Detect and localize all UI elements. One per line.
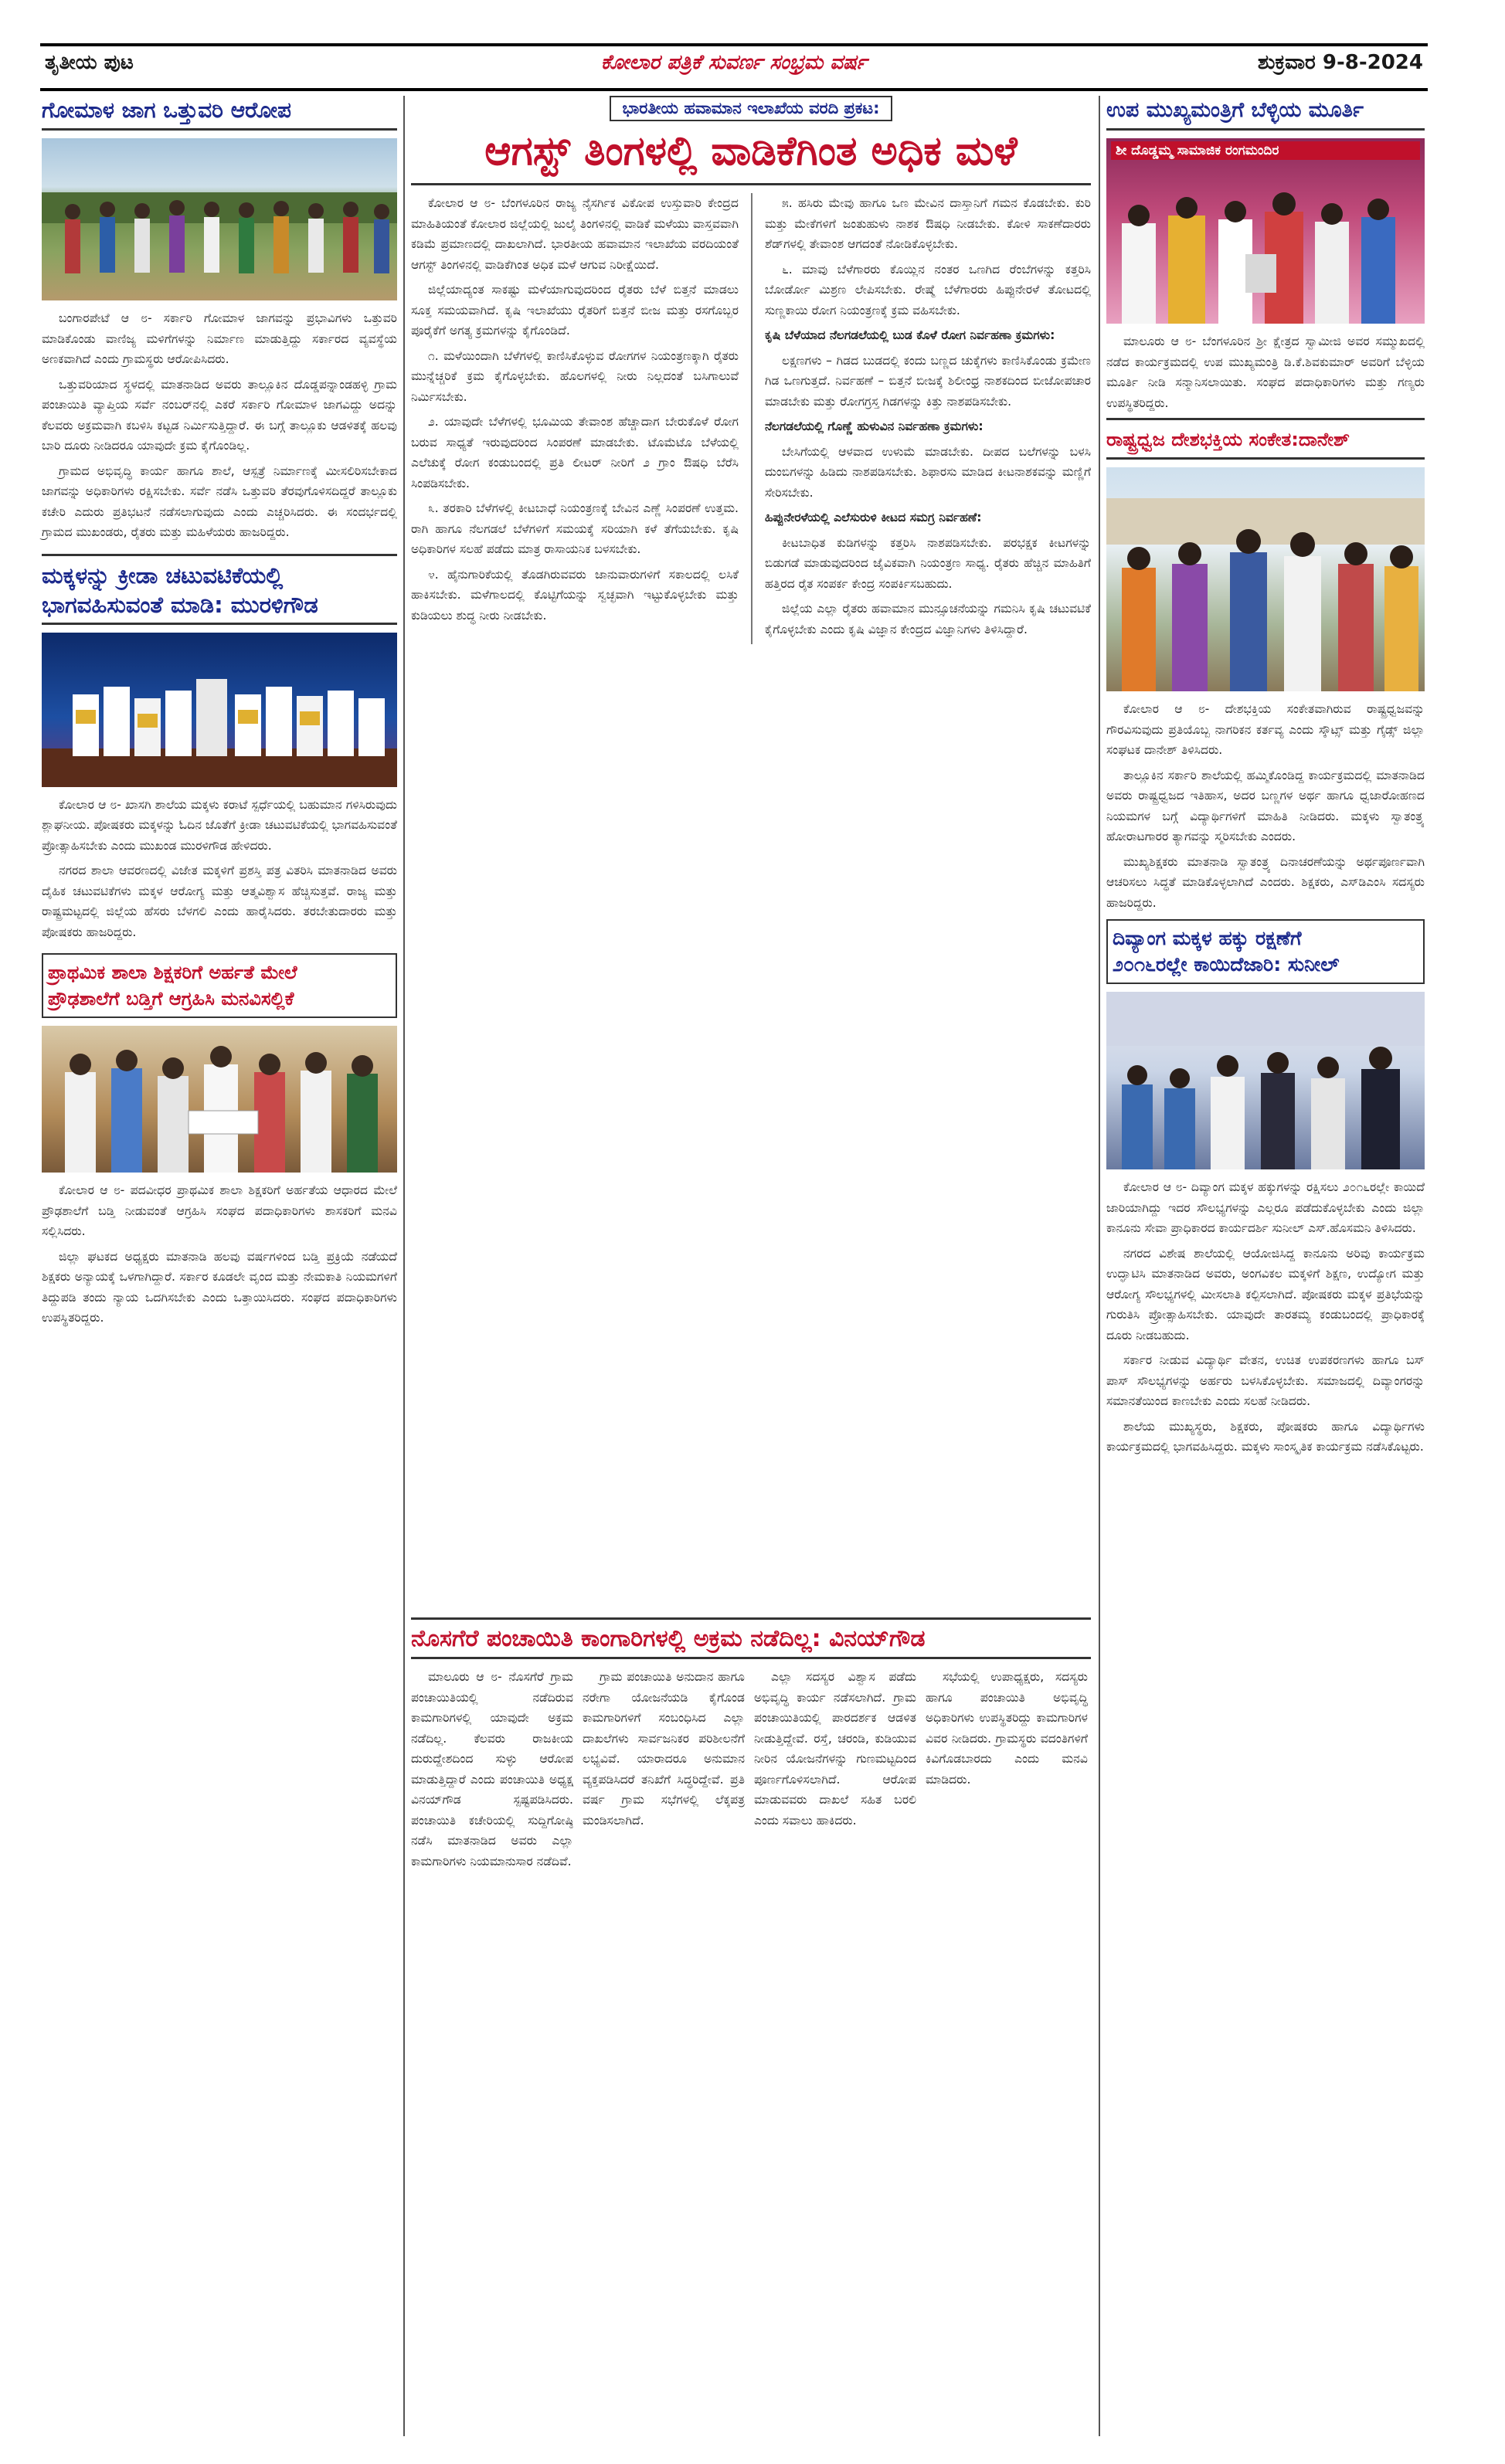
paragraph: ಶಾಲೆಯ ಮುಖ್ಯಸ್ಥರು, ಶಿಕ್ಷಕರು, ಪೋಷಕರು ಹಾಗೂ ವಿದ್ಯಾರ್ಥಿಗಳು ಕಾರ್ಯಕ್ರಮದಲ್ಲಿ ಭಾಗವಹಿಸಿದ್ದರು. ಮಕ್ಕಳು ಸಾಂಸ್ಕೃತಿಕ ಕಾರ್ಯಕ್ರಮ ನಡೆಸಿಕೊಟ್ಟರು.: [1106, 1419, 1425, 1454]
kicker-wrap: [411, 96, 1091, 121]
paragraph: ಜಿಲ್ಲೆಯ ಎಲ್ಲಾ ರೈತರು ಹವಾಮಾನ ಮುನ್ಸೂಚನೆಯನ್ನು ಗಮನಿಸಿ ಕೃಷಿ ಚಟುವಟಿಕೆ ಕೈಗೊಳ್ಳಬೇಕು ಎಂದು ಕೃಷಿ ವಿಜ್ಞಾನ ಕೇಂದ್ರದ ವಿಜ್ಞಾನಿಗಳು ತಿಳಿಸಿದ್ದಾರೆ.: [764, 602, 1091, 636]
second-article: [411, 1617, 1091, 1876]
paragraph: ಕೋಲಾರ ಆ ೮- ಪದವೀಧರ ಪ್ರಾಥಮಿಕ ಶಾಲಾ ಶಿಕ್ಷಕರಿಗೆ ಅರ್ಹತೆಯ ಆಧಾರದ ಮೇಲೆ ಪ್ರೌಢಶಾಲೆಗೆ ಬಡ್ತಿ ನೀಡುವಂತೆ ಆಗ್ರಹಿಸಿ ಸಂಘದ ಪದಾಧಿಕಾರಿಗಳು ಶಾಸಕರಿಗೆ ಮನವಿ ಸಲ್ಲಿಸಿದರು.: [42, 1183, 397, 1238]
article-body: [926, 1667, 1088, 1876]
issue-date: ಶುಕ್ರವಾರ 9-8-2024: [1257, 51, 1423, 74]
lead-headline: ಆಗಸ್ಟ್ ತಿಂಗಳಲ್ಲಿ ವಾಡಿಕೆಗಿಂತ ಅಧಿಕ ಮಳೆ: [411, 124, 1091, 185]
article-body: [1106, 699, 1425, 913]
article-body: [583, 1667, 745, 1876]
article-headline: ಪ್ರಾಥಮಿಕ ಶಾಲಾ ಶಿಕ್ಷಕರಿಗೆ ಅರ್ಹತೆ ಮೇಲೆ: [48, 962, 297, 983]
column-divider: [751, 193, 752, 644]
paragraph: ಲಕ್ಷಣಗಳು – ಗಿಡದ ಬುಡದಲ್ಲಿ ಕಂದು ಬಣ್ಣದ ಚುಕ್ಕೆಗಳು ಕಾಣಿಸಿಕೊಂಡು ಕ್ರಮೇಣ ಗಿಡ ಒಣಗುತ್ತದೆ. ನಿರ್ವಹಣೆ – ಬಿತ್ತನೆ ಬೀಜಕ್ಕೆ ಶಿಲೀಂಧ್ರ ನಾಶಕದಿಂದ ಬೀಜೋಪಚಾರ ಮಾಡಬೇಕು ಮತ್ತು ರೋಗಗ್ರಸ್ತ ಗಿಡಗಳನ್ನು ಕಿತ್ತು ನಾಶಪಡಿಸಬೇಕು.: [764, 353, 1091, 409]
paragraph: ಮಾಲೂರು ಆ ೮- ನೊಸಗೆರೆ ಗ್ರಾಮ ಪಂಚಾಯಿತಿಯಲ್ಲಿ ನಡೆದಿರುವ ಕಾಮಗಾರಿಗಳಲ್ಲಿ ಯಾವುದೇ ಅಕ್ರಮ ನಡೆದಿಲ್ಲ. ಕೆಲವರು ರಾಜಕೀಯ ದುರುದ್ದೇಶದಿಂದ ಸುಳ್ಳು ಆರೋಪ ಮಾಡುತ್ತಿದ್ದಾರೆ ಎಂದು ಪಂಚಾಯಿತಿ ಅಧ್ಯಕ್ಷ ವಿನಯ್‌ಗೌಡ ಸ್ಪಷ್ಟಪಡಿಸಿದರು. ಪಂಚಾಯಿತಿ ಕಚೇರಿಯಲ್ಲಿ ಸುದ್ದಿಗೋಷ್ಠಿ ನಡೆಸಿ ಮಾತನಾಡಿದ ಅವರು ಎಲ್ಲಾ ಕಾಮಗಾರಿಗಳು ನಿಯಮಾನುಸಾರ ನಡೆದಿವೆ.: [411, 1670, 573, 1868]
paragraph: ೨. ಯಾವುದೇ ಬೆಳೆಗಳಲ್ಲಿ ಭೂಮಿಯ ತೇವಾಂಶ ಹೆಚ್ಚಾದಾಗ ಬೇರುಕೊಳೆ ರೋಗ ಬರುವ ಸಾಧ್ಯತೆ ಇರುವುದರಿಂದ ಸಿಂಪರಣೆ ಮಾಡಬೇಕು. ಟೊಮೆಟೊ ಬೆಳೆಯಲ್ಲಿ ಎಲೆಚುಕ್ಕೆ ರೋಗ ಕಂಡುಬಂದಲ್ಲಿ ಪ್ರತಿ ಲೀಟರ್ ನೀರಿಗೆ ೨ ಗ್ರಾಂ ಔಷಧಿ ಬೆರೆಸಿ ಸಿಂಪಡಿಸಬೇಕು.: [411, 415, 739, 490]
article-headline: ಮಕ್ಕಳನ್ನು ಕ್ರೀಡಾ ಚಟುವಟಿಕೆಯಲ್ಲಿ ಭಾಗವಹಿಸುವಂತೆ ಮಾಡಿ: ಮುರಳಿಗೌಡ: [42, 554, 397, 625]
article-headline: ಪ್ರೌಢಶಾಲೆಗೆ ಬಡ್ತಿಗೆ ಆಗ್ರಹಿಸಿ ಮನವಿಸಲ್ಲಿಕೆ: [48, 988, 294, 1010]
paragraph: ಕೀಟಬಾಧಿತ ಕುಡಿಗಳನ್ನು ಕತ್ತರಿಸಿ ನಾಶಪಡಿಸಬೇಕು. ಪರಭಕ್ಷಕ ಕೀಟಗಳನ್ನು ಬಿಡುಗಡೆ ಮಾಡುವುದರಿಂದ ಜೈವಿಕವಾಗಿ ನಿಯಂತ್ರಣ ಸಾಧ್ಯ. ರೈತರು ಹೆಚ್ಚಿನ ಮಾಹಿತಿಗೆ ಹತ್ತಿರದ ರೈತ ಸಂಪರ್ಕ ಕೇಂದ್ರ ಸಂಪರ್ಕಿಸಬಹುದು.: [764, 535, 1091, 591]
paragraph: ೩. ತರಕಾರಿ ಬೆಳೆಗಳಲ್ಲಿ ಕೀಟಬಾಧೆ ನಿಯಂತ್ರಣಕ್ಕೆ ಬೇವಿನ ಎಣ್ಣೆ ಸಿಂಪರಣೆ ಉತ್ತಮ. ರಾಗಿ ಹಾಗೂ ನೆಲಗಡಲೆ ಬೆಳೆಗಳಿಗೆ ಸಮಯಕ್ಕೆ ಸರಿಯಾಗಿ ಕಳೆ ತೆಗೆಯಬೇಕು. ಕೃಷಿ ಅಧಿಕಾರಿಗಳ ಸಲಹೆ ಪಡೆದು ಮಾತ್ರ ರಾಸಾಯನಿಕ ಬಳಸಬೇಕು.: [411, 501, 739, 556]
subheading: ಹಿಪ್ಪುನೇರಳೆಯಲ್ಲಿ ಎಲೆಸುರುಳಿ ಕೀಟದ ಸಮಗ್ರ ನಿರ್ವಹಣೆ:: [764, 511, 982, 524]
memorandum-submission-image: [42, 1026, 397, 1173]
article-body: [42, 795, 397, 943]
legal-awareness-image: [1106, 992, 1425, 1169]
article-photo: [42, 1026, 397, 1173]
article-body: [1106, 331, 1425, 413]
article-body: [42, 1180, 397, 1329]
article-headline: ದಿವ್ಯಾಂಗ ಮಕ್ಕಳ ಹಕ್ಕು ರಕ್ಷಣೆಗೆ: [1113, 927, 1302, 949]
paragraph: ಜಿಲ್ಲಾ ಘಟಕದ ಅಧ್ಯಕ್ಷರು ಮಾತನಾಡಿ ಹಲವು ವರ್ಷಗಳಿಂದ ಬಡ್ತಿ ಪ್ರಕ್ರಿಯೆ ನಡೆಯದೆ ಶಿಕ್ಷಕರು ಅನ್ಯಾಯಕ್ಕೆ ಒಳಗಾಗಿದ್ದಾರೆ. ಸರ್ಕಾರ ಕೂಡಲೇ ವೃಂದ ಮತ್ತು ನೇಮಕಾತಿ ನಿಯಮಗಳಿಗೆ ತಿದ್ದುಪಡಿ ತಂದು ನ್ಯಾಯ ಒದಗಿಸಬೇಕು ಎಂದು ಒತ್ತಾಯಿಸಿದರು. ಸಂಘದ ಪದಾಧಿಕಾರಿಗಳು ಉಪಸ್ಥಿತರಿದ್ದರು.: [42, 1249, 397, 1325]
subheading: ನೆಲಗಡಲೆಯಲ್ಲಿ ಗೊಣ್ಣೆ ಹುಳುವಿನ ನಿರ್ವಹಣಾ ಕ್ರಮಗಳು:: [764, 419, 984, 433]
paragraph: ೬. ಮಾವು ಬೆಳೆಗಾರರು ಕೊಯ್ಲಿನ ನಂತರ ಒಣಗಿದ ರೆಂಬೆಗಳನ್ನು ಕತ್ತರಿಸಿ ಬೋರ್ಡೋ ಮಿಶ್ರಣ ಲೇಪಿಸಬೇಕು. ರೇಷ್ಮೆ ಬೆಳೆಗಾರರು ಹಿಪ್ಪುನೇರಳೆ ತೋಟದಲ್ಲಿ ಸುಣ್ಣಕಾಯಿ ರೋಗ ನಿಯಂತ್ರಣಕ್ಕೆ ಕ್ರಮ ವಹಿಸಬೇಕು.: [764, 262, 1091, 317]
article-columns: [411, 1667, 1091, 1876]
article-headline: ರಾಷ್ಟ್ರಧ್ವಜ ದೇಶಭಕ್ತಿಯ ಸಂಕೇತ:ದಾನೇಶ್: [1106, 418, 1425, 460]
article-headline: ಗೋಮಾಳ ಜಾಗ ಒತ್ತುವರಿ ಆರೋಪ: [42, 96, 397, 131]
paragraph: ಗ್ರಾಮ ಪಂಚಾಯಿತಿ ಅನುದಾನ ಹಾಗೂ ನರೇಗಾ ಯೋಜನೆಯಡಿ ಕೈಗೊಂಡ ಕಾಮಗಾರಿಗಳಿಗೆ ಸಂಬಂಧಿಸಿದ ಎಲ್ಲಾ ದಾಖಲೆಗಳು ಸಾರ್ವಜನಿಕರ ಪರಿಶೀಲನೆಗೆ ಲಭ್ಯವಿವೆ. ಯಾರಾದರೂ ಅನುಮಾನ ವ್ಯಕ್ತಪಡಿಸಿದರೆ ತನಿಖೆಗೆ ಸಿದ್ಧರಿದ್ದೇವೆ. ಪ್ರತಿ ವರ್ಷ ಗ್ರಾಮ ಸಭೆಗಳಲ್ಲಿ ಲೆಕ್ಕಪತ್ರ ಮಂಡಿಸಲಾಗಿದೆ.: [583, 1670, 745, 1828]
article-headline: ೨೦೧೬ರಲ್ಲೇ ಕಾಯಿದೆಜಾರಿ: ಸುನೀಲ್: [1113, 953, 1340, 976]
felicitation-image: [1106, 138, 1425, 324]
group-photo-image: [42, 138, 397, 300]
flag-awareness-image: [1106, 467, 1425, 691]
article-body: [754, 1667, 916, 1876]
column-right: [1106, 96, 1425, 1462]
award-ceremony-image: [42, 633, 397, 787]
column-divider: [403, 96, 405, 2436]
paragraph: ಜಿಲ್ಲೆಯಾದ್ಯಂತ ಸಾಕಷ್ಟು ಮಳೆಯಾಗುವುದರಿಂದ ರೈತರು ಬೆಳೆ ಬಿತ್ತನೆ ಮಾಡಲು ಸೂಕ್ತ ಸಮಯವಾಗಿದೆ. ಕೃಷಿ ಇಲಾಖೆಯು ರೈತರಿಗೆ ಬಿತ್ತನೆ ಬೀಜ ಮತ್ತು ರಸಗೊಬ್ಬರ ಪೂರೈಕೆಗೆ ಅಗತ್ಯ ಕ್ರಮಗಳನ್ನು ಕೈಗೊಂಡಿದೆ.: [411, 283, 739, 338]
paragraph: ಗ್ರಾಮದ ಅಭಿವೃದ್ಧಿ ಕಾರ್ಯ ಹಾಗೂ ಶಾಲೆ, ಆಸ್ಪತ್ರೆ ನಿರ್ಮಾಣಕ್ಕೆ ಮೀಸಲಿರಿಸಬೇಕಾದ ಜಾಗವನ್ನು ಅಧಿಕಾರಿಗಳು ರಕ್ಷಿಸಬೇಕು. ಸರ್ವೆ ನಡೆಸಿ ಒತ್ತುವರಿ ತೆರವುಗೊಳಿಸದಿದ್ದರೆ ತಾಲ್ಲೂಕು ಕಚೇರಿ ಎದುರು ಪ್ರತಿಭಟನೆ ನಡೆಸಲಾಗುವುದು ಎಂದು ಎಚ್ಚರಿಸಿದರು. ಈ ಸಂದರ್ಭದಲ್ಲಿ ಗ್ರಾಮದ ಮುಖಂಡರು, ರೈತರು ಮತ್ತು ಮಹಿಳೆಯರು ಹಾಜರಿದ್ದರು.: [42, 463, 397, 539]
paragraph: ನಗರದ ಶಾಲಾ ಆವರಣದಲ್ಲಿ ವಿಜೇತ ಮಕ್ಕಳಿಗೆ ಪ್ರಶಸ್ತಿ ಪತ್ರ ವಿತರಿಸಿ ಮಾತನಾಡಿದ ಅವರು ದೈಹಿಕ ಚಟುವಟಿಕೆಗಳು ಮಕ್ಕಳ ಆರೋಗ್ಯ ಮತ್ತು ಆತ್ಮವಿಶ್ವಾಸ ಹೆಚ್ಚಿಸುತ್ತವೆ. ರಾಜ್ಯ ಮತ್ತು ರಾಷ್ಟ್ರಮಟ್ಟದಲ್ಲಿ ಜಿಲ್ಲೆಯ ಹೆಸರು ಬೆಳಗಲಿ ಎಂದು ಹಾರೈಸಿದರು. ತರಬೇತುದಾರರು ಮತ್ತು ಪೋಷಕರು ಹಾಜರಿದ್ದರು.: [42, 864, 397, 939]
article-body: [1106, 1177, 1425, 1458]
paragraph: ಕೋಲಾರ ಆ ೮- ದೇಶಭಕ್ತಿಯ ಸಂಕೇತವಾಗಿರುವ ರಾಷ್ಟ್ರಧ್ವಜವನ್ನು ಗೌರವಿಸುವುದು ಪ್ರತಿಯೊಬ್ಬ ನಾಗರಿಕನ ಕರ್ತವ್ಯ ಎಂದು ಸ್ಕೌಟ್ಸ್ ಮತ್ತು ಗೈಡ್ಸ್ ಜಿಲ್ಲಾ ಸಂಘಟಕ ದಾನೇಶ್ ತಿಳಿಸಿದರು.: [1106, 702, 1425, 757]
article-body: [411, 1667, 573, 1876]
paragraph: ತಾಲ್ಲೂಕಿನ ಸರ್ಕಾರಿ ಶಾಲೆಯಲ್ಲಿ ಹಮ್ಮಿಕೊಂಡಿದ್ದ ಕಾರ್ಯಕ್ರಮದಲ್ಲಿ ಮಾತನಾಡಿದ ಅವರು ರಾಷ್ಟ್ರಧ್ವಜದ ಇತಿಹಾಸ, ಅದರ ಬಣ್ಣಗಳ ಅರ್ಥ ಹಾಗೂ ಧ್ವಜಾರೋಹಣದ ನಿಯಮಗಳ ಬಗ್ಗೆ ವಿದ್ಯಾರ್ಥಿಗಳಿಗೆ ಮಾಹಿತಿ ನೀಡಿದರು. ಮಕ್ಕಳು ಸ್ವಾತಂತ್ರ್ಯ ಹೋರಾಟಗಾರರ ತ್ಯಾಗವನ್ನು ಸ್ಮರಿಸಬೇಕು ಎಂದರು.: [1106, 768, 1425, 843]
paragraph: ಕೋಲಾರ ಆ ೮- ದಿವ್ಯಾಂಗ ಮಕ್ಕಳ ಹಕ್ಕುಗಳನ್ನು ರಕ್ಷಿಸಲು ೨೦೧೬ರಲ್ಲೇ ಕಾಯಿದೆ ಜಾರಿಯಾಗಿದ್ದು ಇದರ ಸೌಲಭ್ಯಗಳನ್ನು ಎಲ್ಲರೂ ಪಡೆದುಕೊಳ್ಳಬೇಕು ಎಂದು ಜಿಲ್ಲಾ ಕಾನೂನು ಸೇವಾ ಪ್ರಾಧಿಕಾರದ ಕಾರ್ಯದರ್ಶಿ ಸುನೀಲ್ ಎಸ್.ಹೊಸಮನಿ ತಿಳಿಸಿದರು.: [1106, 1180, 1425, 1235]
article-headline: ಉಪ ಮುಖ್ಯಮಂತ್ರಿಗೆ ಬೆಳ್ಳಿಯ ಮೂರ್ತಿ: [1106, 96, 1425, 131]
paragraph: ೧. ಮಳೆಯಿಂದಾಗಿ ಬೆಳೆಗಳಲ್ಲಿ ಕಾಣಿಸಿಕೊಳ್ಳುವ ರೋಗಗಳ ನಿಯಂತ್ರಣಕ್ಕಾಗಿ ರೈತರು ಮುನ್ನೆಚ್ಚರಿಕೆ ಕ್ರಮ ಕೈಗೊಳ್ಳಬೇಕು. ಹೊಲಗಳಲ್ಲಿ ನೀರು ನಿಲ್ಲದಂತೆ ಬಸಿಗಾಲುವೆ ನಿರ್ಮಿಸಬೇಕು.: [411, 348, 739, 404]
paragraph: ಮುಖ್ಯಶಿಕ್ಷಕರು ಮಾತನಾಡಿ ಸ್ವಾತಂತ್ರ್ಯ ದಿನಾಚರಣೆಯನ್ನು ಅರ್ಥಪೂರ್ಣವಾಗಿ ಆಚರಿಸಲು ಸಿದ್ಧತೆ ಮಾಡಿಕೊಳ್ಳಲಾಗಿದೆ ಎಂದರು. ಶಿಕ್ಷಕರು, ಎಸ್‌ಡಿಎಂಸಿ ಸದಸ್ಯರು ಹಾಜರಿದ್ದರು.: [1106, 854, 1425, 910]
article-photo: [1106, 992, 1425, 1169]
column-divider: [1099, 96, 1100, 2436]
article-headline-box: [42, 953, 397, 1018]
article-body: [411, 193, 739, 644]
column-left: [42, 96, 397, 1333]
paragraph: ಬಂಗಾರಪೇಟೆ ಆ ೮- ಸರ್ಕಾರಿ ಗೋಮಾಳ ಜಾಗವನ್ನು ಪ್ರಭಾವಿಗಳು ಒತ್ತುವರಿ ಮಾಡಿಕೊಂಡು ವಾಣಿಜ್ಯ ಮಳಿಗೆಗಳನ್ನು ನಿರ್ಮಾಣ ಮಾಡುತ್ತಿದ್ದು ಸರ್ಕಾರದ ವ್ಯವಸ್ಥೆಯ ಅಣಕವಾಗಿದೆ ಎಂದು ಗ್ರಾಮಸ್ಥರು ಆರೋಪಿಸಿದರು.: [42, 311, 397, 366]
masthead-title: ಕೋಲಾರ ಪತ್ರಿಕೆ ಸುವರ್ಣ ಸಂಭ್ರಮ ವರ್ಷ: [600, 51, 868, 74]
article-photo: [1106, 467, 1425, 691]
paragraph: ೪. ಹೈನುಗಾರಿಕೆಯಲ್ಲಿ ತೊಡಗಿರುವವರು ಜಾನುವಾರುಗಳಿಗೆ ಸಕಾಲದಲ್ಲಿ ಲಸಿಕೆ ಹಾಕಿಸಬೇಕು. ಮಳೆಗಾಲದಲ್ಲಿ ಕೊಟ್ಟಿಗೆಯನ್ನು ಸ್ವಚ್ಛವಾಗಿ ಇಟ್ಟುಕೊಳ್ಳಬೇಕು ಮತ್ತು ಕುಡಿಯಲು ಶುದ್ಧ ನೀರು ನೀಡಬೇಕು.: [411, 567, 739, 623]
paragraph: ಸಭೆಯಲ್ಲಿ ಉಪಾಧ್ಯಕ್ಷರು, ಸದಸ್ಯರು ಹಾಗೂ ಪಂಚಾಯಿತಿ ಅಭಿವೃದ್ಧಿ ಅಧಿಕಾರಿಗಳು ಉಪಸ್ಥಿತರಿದ್ದು ಕಾಮಗಾರಿಗಳ ವಿವರ ನೀಡಿದರು. ಗ್ರಾಮಸ್ಥರು ವದಂತಿಗಳಿಗೆ ಕಿವಿಗೊಡಬಾರದು ಎಂದು ಮನವಿ ಮಾಡಿದರು.: [926, 1670, 1088, 1787]
article-photo: [1106, 138, 1425, 324]
lead-article-columns: [411, 193, 1091, 644]
article-photo: [42, 138, 397, 300]
article-headline: ನೊಸಗೆರೆ ಪಂಚಾಯಿತಿ ಕಾಂಗಾರಿಗಳಲ್ಲಿ ಅಕ್ರಮ ನಡೆದಿಲ್ಲ: ವಿನಯ್‌ಗೌಡ: [411, 1617, 1091, 1659]
subheading: ಕೃಷಿ ಬೆಳೆಯಾದ ನೆಲಗಡಲೆಯಲ್ಲಿ ಬುಡ ಕೊಳೆ ರೋಗ ನಿರ್ವಹಣಾ ಕ್ರಮಗಳು:: [764, 328, 1055, 342]
page-header-bar: [40, 43, 1428, 91]
page-label: ತೃತೀಯ ಪುಟ: [45, 51, 134, 74]
paragraph: ೫. ಹಸಿರು ಮೇವು ಹಾಗೂ ಒಣ ಮೇವಿನ ದಾಸ್ತಾನಿಗೆ ಗಮನ ಕೊಡಬೇಕು. ಕುರಿ ಮತ್ತು ಮೇಕೆಗಳಿಗೆ ಜಂತುಹುಳು ನಾಶಕ ಔಷಧಿ ನೀಡಬೇಕು. ಕೋಳಿ ಸಾಕಣೆದಾರರು ಶೆಡ್‌ಗಳಲ್ಲಿ ತೇವಾಂಶ ಆಗದಂತೆ ನೋಡಿಕೊಳ್ಳಬೇಕು.: [764, 196, 1091, 251]
paragraph: ಎಲ್ಲಾ ಸದಸ್ಯರ ವಿಶ್ವಾಸ ಪಡೆದು ಅಭಿವೃದ್ಧಿ ಕಾರ್ಯ ನಡೆಸಲಾಗಿದೆ. ಗ್ರಾಮ ಪಂಚಾಯಿತಿಯಲ್ಲಿ ಪಾರದರ್ಶಕ ಆಡಳಿತ ನೀಡುತ್ತಿದ್ದೇವೆ. ರಸ್ತೆ, ಚರಂಡಿ, ಕುಡಿಯುವ ನೀರಿನ ಯೋಜನೆಗಳನ್ನು ಗುಣಮಟ್ಟದಿಂದ ಪೂರ್ಣಗೊಳಿಸಲಾಗಿದೆ. ಆರೋಪ ಮಾಡುವವರು ದಾಖಲೆ ಸಹಿತ ಬರಲಿ ಎಂದು ಸವಾಲು ಹಾಕಿದರು.: [754, 1670, 916, 1828]
photo-stage-banner: ಶೀ ದೊಡ್ಡಮ್ಮ ಸಾಮಾಜಿಕ ರಂಗಮಂದಿರ: [1111, 141, 1420, 160]
paragraph: ಬೇಸಿಗೆಯಲ್ಲಿ ಆಳವಾದ ಉಳುಮೆ ಮಾಡಬೇಕು. ದೀಪದ ಬಲೆಗಳನ್ನು ಬಳಸಿ ದುಂಬಿಗಳನ್ನು ಹಿಡಿದು ನಾಶಪಡಿಸಬೇಕು. ಶಿಫಾರಸು ಮಾಡಿದ ಕೀಟನಾಶಕವನ್ನು ಮಣ್ಣಿಗೆ ಸೇರಿಸಬೇಕು.: [764, 444, 1091, 500]
article-body: [765, 193, 1091, 644]
paragraph: ಮಾಲೂರು ಆ ೮- ಬೆಂಗಳೂರಿನ ಶ್ರೀ ಕ್ಷೇತ್ರದ ಸ್ವಾಮೀಜಿ ಅವರ ಸಮ್ಮುಖದಲ್ಲಿ ನಡೆದ ಕಾರ್ಯಕ್ರಮದಲ್ಲಿ ಉಪ ಮುಖ್ಯಮಂತ್ರಿ ಡಿ.ಕೆ.ಶಿವಕುಮಾರ್ ಅವರಿಗೆ ಬೆಳ್ಳಿಯ ಮೂರ್ತಿ ನೀಡಿ ಸನ್ಮಾನಿಸಲಾಯಿತು. ಸಂಘದ ಪದಾಧಿಕಾರಿಗಳು ಮತ್ತು ಗಣ್ಯರು ಉಪಸ್ಥಿತರಿದ್ದರು.: [1106, 334, 1425, 410]
article-body: [42, 308, 397, 543]
paragraph: ಕೋಲಾರ ಆ ೮- ಬೆಂಗಳೂರಿನ ರಾಜ್ಯ ನೈಸರ್ಗಿಕ ವಿಕೋಪ ಉಸ್ತುವಾರಿ ಕೇಂದ್ರದ ಮಾಹಿತಿಯಂತೆ ಕೋಲಾರ ಜಿಲ್ಲೆಯಲ್ಲಿ ಜುಲೈ ತಿಂಗಳಿನಲ್ಲಿ ವಾಡಿಕೆ ಮಳೆಯು ವಾಸ್ತವವಾಗಿ ಕಡಿಮೆ ಪ್ರಮಾಣದಲ್ಲಿ ದಾಖಲಾಗಿದೆ. ಭಾರತೀಯ ಹವಾಮಾನ ಇಲಾಖೆಯ ವರದಿಯಂತೆ ಆಗಸ್ಟ್ ತಿಂಗಳಿನಲ್ಲಿ ವಾಡಿಕೆಗಿಂತ ಅಧಿಕ ಮಳೆ ಆಗುವ ನಿರೀಕ್ಷೆಯಿದೆ.: [411, 196, 739, 272]
paragraph: ಒತ್ತುವರಿಯಾದ ಸ್ಥಳದಲ್ಲಿ ಮಾತನಾಡಿದ ಅವರು ತಾಲ್ಲೂಕಿನ ದೊಡ್ಡಪನ್ನಾಂಡಹಳ್ಳಿ ಗ್ರಾಮ ಪಂಚಾಯಿತಿ ವ್ಯಾಪ್ತಿಯ ಸರ್ವೆ ನಂಬರ್‌ನಲ್ಲಿ ಎಕರೆ ಸರ್ಕಾರಿ ಗೋಮಾಳ ಜಾಗವಿದ್ದು ಅದನ್ನು ಕೆಲವರು ಅಕ್ರಮವಾಗಿ ಕಬಳಿಸಿ ಕಟ್ಟಡ ನಿರ್ಮಿಸುತ್ತಿದ್ದಾರೆ. ಈ ಬಗ್ಗೆ ತಾಲ್ಲೂಕು ಆಡಳಿತಕ್ಕೆ ಹಲವು ಬಾರಿ ದೂರು ನೀಡಿದರೂ ಯಾವುದೇ ಕ್ರಮ ಕೈಗೊಂಡಿಲ್ಲ.: [42, 377, 397, 453]
column-center: [411, 96, 1091, 1868]
article-photo: [42, 633, 397, 787]
article-kicker: ಭಾರತೀಯ ಹವಾಮಾನ ಇಲಾಖೆಯ ವರದಿ ಪ್ರಕಟ:: [610, 96, 892, 121]
paragraph: ಕೋಲಾರ ಆ ೮- ಖಾಸಗಿ ಶಾಲೆಯ ಮಕ್ಕಳು ಕರಾಟೆ ಸ್ಪರ್ಧೆಯಲ್ಲಿ ಬಹುಮಾನ ಗಳಿಸಿರುವುದು ಶ್ಲಾಘನೀಯ. ಪೋಷಕರು ಮಕ್ಕಳನ್ನು ಓದಿನ ಜೊತೆಗೆ ಕ್ರೀಡಾ ಚಟುವಟಿಕೆಯಲ್ಲಿ ಭಾಗವಹಿಸುವಂತೆ ಪ್ರೋತ್ಸಾಹಿಸಬೇಕು ಎಂದು ಮುಖಂಡ ಮುರಳಿಗೌಡ ಹೇಳಿದರು.: [42, 797, 397, 853]
article-headline-box: [1106, 919, 1425, 984]
paragraph: ಸರ್ಕಾರ ನೀಡುವ ವಿದ್ಯಾರ್ಥಿ ವೇತನ, ಉಚಿತ ಉಪಕರಣಗಳು ಹಾಗೂ ಬಸ್ ಪಾಸ್ ಸೌಲಭ್ಯಗಳನ್ನು ಅರ್ಹರು ಬಳಸಿಕೊಳ್ಳಬೇಕು. ಸಮಾಜದಲ್ಲಿ ದಿವ್ಯಾಂಗರನ್ನು ಸಮಾನತೆಯಿಂದ ಕಾಣಬೇಕು ಎಂದು ಸಲಹೆ ನೀಡಿದರು.: [1106, 1353, 1425, 1408]
paragraph: ನಗರದ ವಿಶೇಷ ಶಾಲೆಯಲ್ಲಿ ಆಯೋಜಿಸಿದ್ದ ಕಾನೂನು ಅರಿವು ಕಾರ್ಯಕ್ರಮ ಉದ್ಘಾಟಿಸಿ ಮಾತನಾಡಿದ ಅವರು, ಅಂಗವಿಕಲ ಮಕ್ಕಳಿಗೆ ಶಿಕ್ಷಣ, ಉದ್ಯೋಗ ಮತ್ತು ಆರೋಗ್ಯ ಸೌಲಭ್ಯಗಳಲ್ಲಿ ಮೀಸಲಾತಿ ಕಲ್ಪಿಸಲಾಗಿದೆ. ಪೋಷಕರು ಮಕ್ಕಳ ಪ್ರತಿಭೆಯನ್ನು ಗುರುತಿಸಿ ಪ್ರೋತ್ಸಾಹಿಸಬೇಕು. ಯಾವುದೇ ತಾರತಮ್ಯ ಕಂಡುಬಂದಲ್ಲಿ ಪ್ರಾಧಿಕಾರಕ್ಕೆ ದೂರು ನೀಡಬಹುದು.: [1106, 1246, 1425, 1342]
